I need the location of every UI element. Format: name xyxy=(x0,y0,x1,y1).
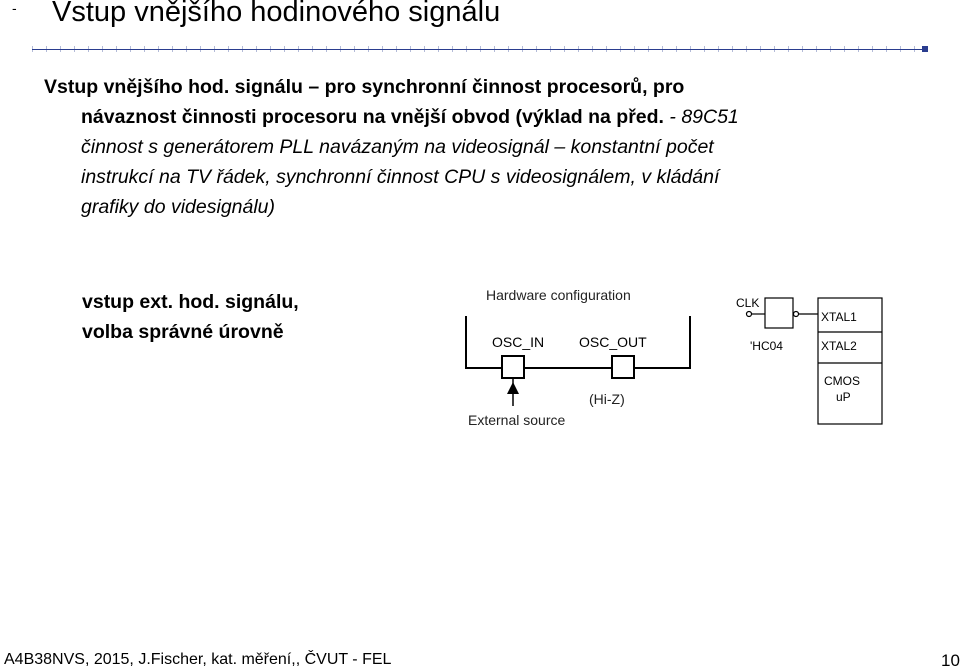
footer-text: A4B38NVS, 2015, J.Fischer, kat. měření,, ČVUT - FEL xyxy=(4,651,392,668)
xtal1-label: XTAL1 xyxy=(821,310,857,324)
page-number: 10 xyxy=(941,651,960,670)
osc-out-pin xyxy=(612,356,634,378)
osc-out-label: OSC_OUT xyxy=(579,334,647,350)
note-line-2: volba správné úrovně xyxy=(82,321,284,343)
page-title: Vstup vnějšího hodinového signálu xyxy=(52,0,501,28)
clk-input-node xyxy=(747,312,752,317)
hc04-label: 'HC04 xyxy=(750,339,783,353)
up-label: uP xyxy=(836,390,851,404)
paragraph-line-5: grafiky do videsignálu) xyxy=(81,196,276,218)
osc-in-label: OSC_IN xyxy=(492,334,545,350)
title-rule xyxy=(32,46,928,52)
osc-in-arrow xyxy=(507,382,519,394)
body-paragraph xyxy=(44,72,924,222)
paragraph-line-4: instrukcí na TV řádek, synchronní činnost CPU s videosignálem, v kládání xyxy=(81,166,720,188)
cmos-label: CMOS xyxy=(824,374,860,388)
hi-z-label: (Hi-Z) xyxy=(589,391,625,407)
hw-config-title: Hardware configuration xyxy=(486,287,631,303)
hc04-gate xyxy=(765,298,793,328)
ext-clock-note xyxy=(82,287,299,347)
paragraph-line-2-bold: návaznost činnosti procesoru na vnější obvod (výklad na před. xyxy=(81,106,664,128)
external-source-label: External source xyxy=(468,412,566,428)
diagram-svg xyxy=(450,282,900,442)
hardware-diagram xyxy=(450,282,900,447)
paragraph-line-2 xyxy=(44,102,924,132)
osc-in-pin xyxy=(502,356,524,378)
paragraph-line-2-rest: - 89C51 xyxy=(663,106,739,128)
inverter-bubble xyxy=(794,312,799,317)
paragraph-line-1: Vstup vnějšího hod. signálu – pro synchronní činnost procesorů, pro xyxy=(44,76,685,98)
xtal2-label: XTAL2 xyxy=(821,339,857,353)
clk-label: CLK xyxy=(736,296,760,310)
corner-mark: - xyxy=(12,0,17,16)
paragraph-line-3: činnost s generátorem PLL navázaným na videosignál – konstantní počet xyxy=(81,136,714,158)
note-line-1: vstup ext. hod. signálu, xyxy=(82,291,299,313)
